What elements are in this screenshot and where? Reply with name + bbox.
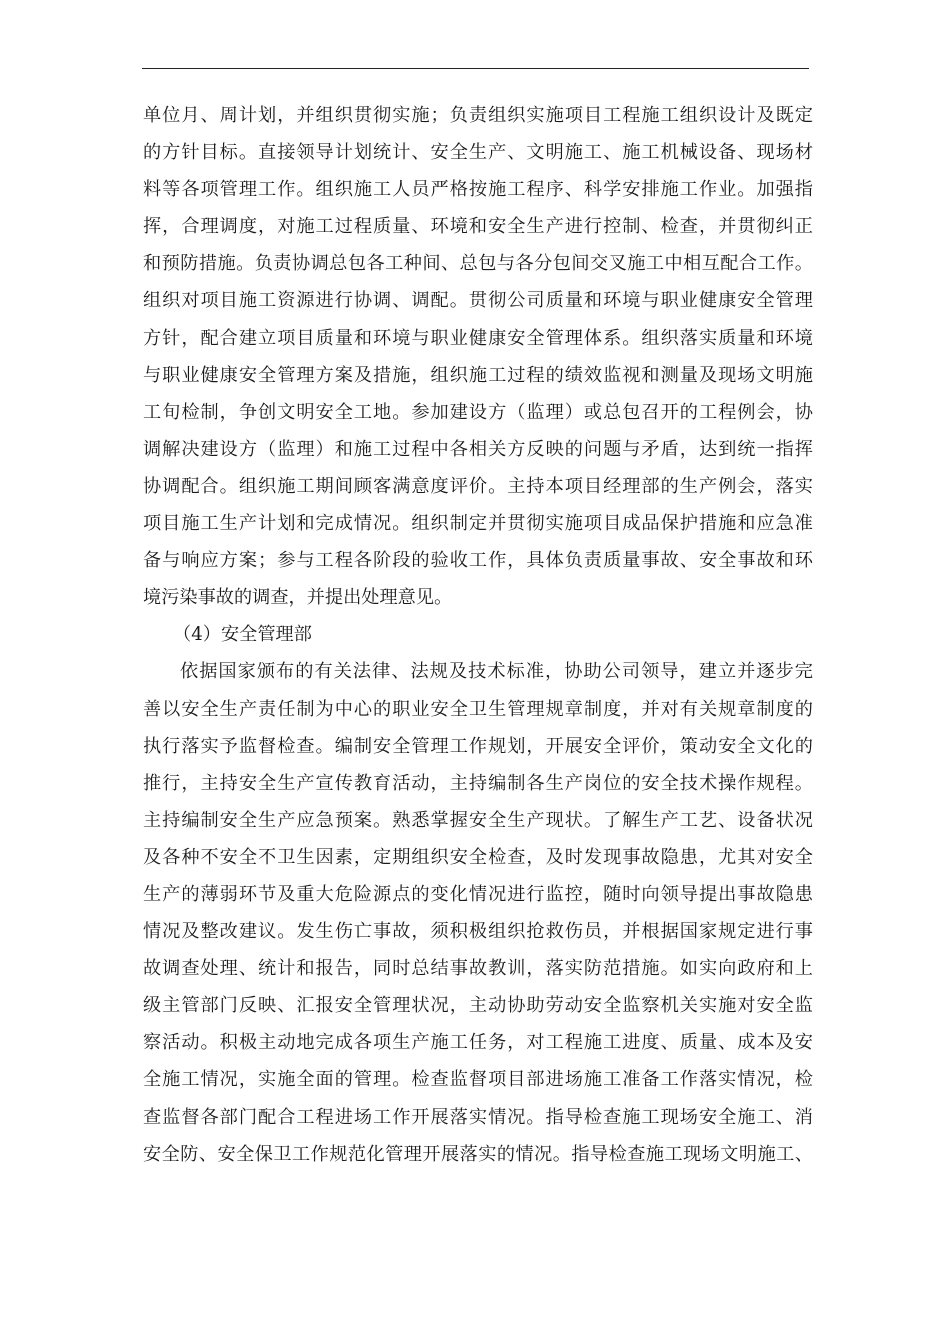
text-line: 的方针目标。直接领导计划统计、安全生产、文明施工、施工机械设备、现场材 — [143, 142, 813, 164]
paragraph-safety-department-duties — [143, 653, 813, 1172]
section-heading: （4）安全管理部 — [173, 624, 312, 646]
text-line: 境污染事故的调查，并提出处理意见。 — [143, 587, 453, 609]
text-line: 故调查处理、统计和报告，同时总结事故教训，落实防范措施。如实向政府和上 — [143, 958, 813, 980]
text-line: 协调配合。组织施工期间顾客满意度评价。主持本项目经理部的生产例会，落实 — [143, 475, 813, 497]
text-line: 挥，合理调度，对施工过程质量、环境和安全生产进行控制、检查，并贯彻纠正 — [143, 216, 813, 238]
document-body — [143, 97, 813, 1173]
text-line: 推行，主持安全生产宣传教育活动，主持编制各生产岗位的安全技术操作规程。 — [143, 772, 813, 794]
text-line: 及各种不安全不卫生因素，定期组织安全检查，及时发现事故隐患，尤其对安全 — [143, 846, 813, 868]
paragraph-project-manager-duties — [143, 97, 813, 616]
text-line: 料等各项管理工作。组织施工人员严格按施工程序、科学安排施工作业。加强指 — [143, 179, 813, 201]
text-line: 安全防、安全保卫工作规范化管理开展落实的情况。指导检查施工现场文明施工、 — [143, 1143, 813, 1165]
text-line: 与职业健康安全管理方案及措施，组织施工过程的绩效监视和测量及现场文明施 — [143, 364, 813, 386]
text-line: 全施工情况，实施全面的管理。检查监督项目部进场施工准备工作落实情况，检 — [143, 1069, 813, 1091]
text-line: 项目施工生产计划和完成情况。组织制定并贯彻实施项目成品保护措施和应急准 — [143, 513, 813, 535]
header-rule — [142, 68, 809, 69]
text-line: 生产的薄弱环节及重大危险源点的变化情况进行监控，随时向领导提出事故隐患 — [143, 883, 813, 905]
text-line: 方针，配合建立项目质量和环境与职业健康安全管理体系。组织落实质量和环境 — [143, 327, 813, 349]
text-line: 级主管部门反映、汇报安全管理状况，主动协助劳动安全监察机关实施对安全监 — [143, 995, 813, 1017]
text-line: 组织对项目施工资源进行协调、调配。贯彻公司质量和环境与职业健康安全管理 — [143, 290, 813, 312]
text-line: 善以安全生产责任制为中心的职业安全卫生管理规章制度，并对有关规章制度的 — [143, 698, 813, 720]
text-line: 调解决建设方（监理）和施工过程中各相关方反映的问题与矛盾，达到统一指挥 — [143, 438, 813, 460]
text-line: 依据国家颁布的有关法律、法规及技术标准，协助公司领导，建立并逐步完 — [180, 661, 813, 683]
text-line: 和预防措施。负责协调总包各工种间、总包与各分包间交叉施工中相互配合工作。 — [143, 253, 813, 275]
text-line: 察活动。积极主动地完成各项生产施工任务，对工程施工进度、质量、成本及安 — [143, 1032, 813, 1054]
text-line: 执行落实予监督检查。编制安全管理工作规划，开展安全评价，策动安全文化的 — [143, 735, 813, 757]
text-line: 主持编制安全生产应急预案。熟悉掌握安全生产现状。了解生产工艺、设备状况 — [143, 809, 813, 831]
text-line: 工旬检制，争创文明安全工地。参加建设方（监理）或总包召开的工程例会，协 — [143, 401, 813, 423]
text-line: 情况及整改建议。发生伤亡事故，须积极组织抢救伤员，并根据国家规定进行事 — [143, 921, 813, 943]
text-line: 备与响应方案；参与工程各阶段的验收工作，具体负责质量事故、安全事故和环 — [143, 550, 813, 572]
text-line: 查监督各部门配合工程进场工作开展落实情况。指导检查施工现场安全施工、消 — [143, 1106, 813, 1128]
text-line: 单位月、周计划，并组织贯彻实施；负责组织实施项目工程施工组织设计及既定 — [143, 105, 813, 126]
